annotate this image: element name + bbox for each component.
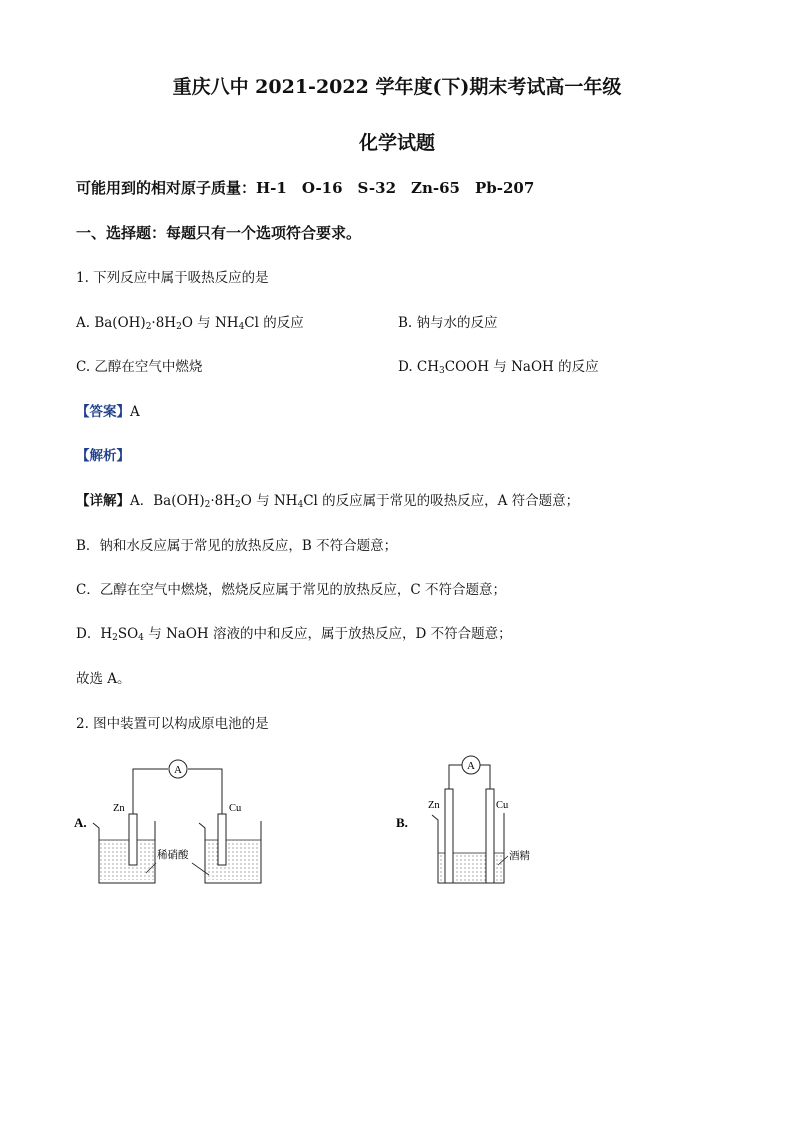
q1-conclusion: 故选 A。 [76,671,131,687]
wire-right [188,769,222,814]
answer-tag: 【答案】 [76,404,130,420]
wire-left [133,769,168,814]
figure-b-label: B. [396,815,408,830]
q1-detail-d: D．$H_2SO_4$ 与 NaOH 溶液的中和反应，属于放热反应，D 不符合题意； [76,626,512,643]
zn-electrode-a [129,814,137,865]
wire-right-b [480,765,490,789]
cu-electrode-a [218,814,226,865]
electrode-label-cu-a: Cu [229,803,242,814]
detail-tag: 【详解】 [76,493,130,509]
q1-answer [76,400,140,420]
answer-value: A [130,404,140,420]
atomic-masses-line: 可能用到的相对原子质量：H-1 O-16 S-32 Zn-65 Pb-207 [76,179,535,197]
cu-electrode-b [486,789,494,883]
electrode-label-cu-b: Cu [496,800,509,811]
q2-figure-b [392,755,562,890]
q1-option-a: A. $Ba(OH)_2\cdot 8H_2O$ 与 $NH_4Cl$ 的反应 [76,315,304,332]
document-subtitle: 化学试题 [358,132,435,154]
q1-analysis-tag: 【解析】 [76,448,130,464]
q2-stem: 2. 图中装置可以构成原电池的是 [76,716,269,732]
solution-left [99,840,155,880]
solution-right [205,840,261,880]
q1-detail-a: 【详解】A．$Ba(OH)_2\cdot 8H_2O$ 与 $NH_4Cl$ 的反应属于常见的吸热反应，A 符合题意； [76,493,580,510]
ammeter-label: A [174,764,182,776]
zn-electrode-b [445,789,453,883]
ammeter-label-b: A [467,760,475,772]
document-title: 重庆八中 2021-2022 学年度(下)期末考试高一年级 [172,76,622,98]
q1-option-b: B. 钠与水的反应 [398,315,498,331]
solution-label-b: 酒精 [509,851,530,862]
q1-option-d: D. $CH_3COOH$ 与 NaOH 的反应 [398,359,599,376]
wire-left-b [449,765,462,789]
electrode-label-zn-b: Zn [428,800,440,811]
q1-stem: 1. 下列反应中属于吸热反应的是 [76,270,269,286]
section-heading: 一、选择题：每题只有一个选项符合要求。 [76,224,362,242]
q1-detail-c: C．乙醇在空气中燃烧，燃烧反应属于常见的放热反应，C 不符合题意； [76,582,506,598]
q2-figure-a [60,755,290,890]
q1-detail-b: B．钠和水反应属于常见的放热反应，B 不符合题意； [76,538,398,554]
figure-a-label: A. [74,815,87,830]
solution-label-a: 稀硝酸 [157,850,189,861]
q1-option-c: C. 乙醇在空气中燃烧 [76,359,203,375]
electrode-label-zn-a: Zn [113,803,125,814]
